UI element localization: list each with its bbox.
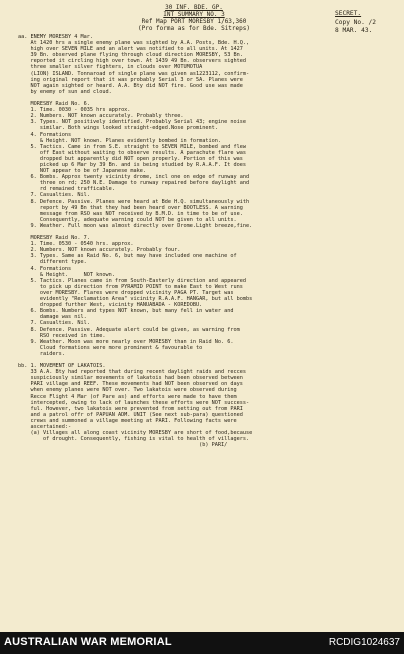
text-line: 7. Casualties. Nil.	[18, 320, 90, 327]
text-line: and a patrol offr of PAPUAN ADM. UNIT (See next sub-para) questioned	[18, 411, 243, 418]
text-line: high over SEVEN MILE and an alert was notified to all units. At 1427	[18, 46, 243, 53]
text-line: 3. Types. NOT positively identified. Probably Serial 43; engine noise	[18, 119, 246, 126]
text-line: by enemy of sun and cloud.	[18, 88, 112, 95]
archive-name: AUSTRALIAN WAR MEMORIAL	[4, 636, 172, 648]
text-line: (a) Villages all along coast vicinity MORESBY are short of food,because	[18, 430, 253, 437]
text-line: ascertained:-	[18, 424, 72, 430]
text-line: MORESBY Raid No. 6.	[18, 101, 90, 108]
text-line: 6. Bombs. Approx twenty vicinity drome, incl one on edge of runway and	[18, 174, 250, 181]
map-reference: Ref Map PORT MORESBY 1/63,360	[141, 18, 247, 25]
document-header	[18, 4, 394, 34]
text-line: damage was nil.	[18, 314, 87, 321]
archive-footer	[0, 632, 404, 654]
summary-title: INT SUMMARY NO. 3	[163, 11, 225, 18]
text-line: At 1420 hrs a single enemy plane was sighted by A.A. Posts, Bde. H.Q.,	[18, 40, 250, 47]
text-line: similar. Both wings looked straight-edged.Nose prominent.	[18, 125, 218, 132]
security-classification: SECRET.	[335, 10, 362, 17]
text-line: off East without waiting to observe results. A parachute flare was	[18, 149, 246, 156]
text-line: & Height. NOT known.	[18, 271, 115, 278]
text-line: & Height. NOT known. Planes evidently bombed in formation.	[18, 137, 222, 144]
text-line: dropped further West, vicinity HANUABADA - KOREDOBU.	[18, 302, 203, 309]
text-line: reported it circling high over town. At 1439 49 Bn. observers sighted	[18, 58, 246, 65]
text-line: (LION) ISLAND. Tonnaroad of single plane was given as1223112, confirm-	[18, 70, 250, 77]
text-line: 2. Numbers. NOT known accurately. Probably four.	[18, 247, 181, 254]
text-line: 5. Tactics. Planes came in from South-Easterly direction and appeared	[18, 277, 246, 284]
text-line: ful. However, two lakatois were prevented from setting out from PARI	[18, 405, 243, 412]
text-line: rd remained trafficable.	[18, 186, 115, 193]
text-line: Recce Flight 4 Mar (of Pare as) and efforts were made to have them	[18, 393, 237, 400]
document-date: 8 MAR. 43.	[335, 27, 373, 34]
text-line: 39 Bn. observed plane flying through cloud direction MORESBY, 53 Bn.	[18, 52, 243, 59]
text-line: to pick up direction from PYRAMID POINT to make East to West runs	[18, 283, 243, 290]
text-line: different type.	[18, 259, 87, 266]
text-line: 8. Defence. Passive. Planes were heard at Bde H.Q. simultaneously with	[18, 198, 250, 205]
document-body	[18, 4, 394, 448]
text-line: 6. Bombs. Numbers and types NOT known, but many fell in water and	[18, 308, 234, 315]
text-line: PARI village and REEF. These movements had NOT been observed on days	[18, 381, 243, 388]
text-line: of drought. Consequently, fishing is vital to health of villagers.	[18, 436, 250, 443]
text-line: 7. Casualties. Nil.	[18, 192, 90, 199]
text-line: NOT again sighted or heard. A.A. Bty did NOT fire. Good use was made	[18, 82, 243, 89]
text-line: evidently "Reclamation Area" vicinity R.A.A.F. HANGAR, but all bombs	[18, 296, 253, 303]
text-line: raiders.	[18, 350, 65, 357]
text-line: three on rd; 250 N.E. Damage to runway repaired before daylight and	[18, 180, 250, 187]
text-line: 1. Time. 0030 - 0035 hrs approx.	[18, 107, 131, 114]
text-line: 5. Tactics. Came in from S.E. straight to SEVEN MILE, bombed and flew	[18, 143, 246, 150]
record-id: RCDIG1024637	[328, 637, 400, 648]
text-line: 33 A.A. Bty had reported that during recent daylight raids and recces	[18, 369, 246, 376]
text-line: over MORESBY. Flares were dropped vicinity PAGA PT. Target was	[18, 289, 234, 296]
text-line: crews and summoned a village meeting at PARI. Following facts were	[18, 417, 237, 424]
text-line: report by 49 Bn that they had been heard over BOOTLESS. A warning	[18, 204, 243, 211]
text-line: Consequently, adequate warning could NOT be given to all units.	[18, 216, 237, 223]
text-line: 2. Numbers. NOT known accurately. Probably three.	[18, 113, 184, 120]
text-line: suspiciously similar movements of lakatois had been observed between	[18, 375, 243, 382]
text-line: dropped but apparently did NOT open properly. Portion of this was	[18, 155, 243, 162]
header-title-block	[114, 4, 274, 32]
text-line: when enemy planes were NOT over. Two lakatois were observed during	[18, 387, 237, 394]
text-line: intercepted, owing to lack of launches these efforts were NOT success-	[18, 399, 250, 406]
text-line: Cloud formations were more prominent & favourable to	[18, 344, 203, 351]
text-line: 8. Defence. Passive. Adequate alert could be given, as warning from	[18, 326, 240, 333]
unit-title: 30 INF. BDE. GP.	[165, 4, 223, 11]
text-line: bb. 1. MOVEMENT OF LAKATOIS.	[18, 363, 106, 370]
text-line: ing original report that it was probably Serial 3 or 5A. Planes were	[18, 76, 243, 83]
pro-forma-note: (Pro forma as for Bde. Sitreps)	[138, 25, 250, 32]
summary-text	[18, 34, 394, 448]
copy-number: Copy No. /2	[335, 18, 376, 26]
text-line: three smaller silver fighters, in clouds over MOTUMOTUA	[18, 64, 203, 71]
text-line: 4. Formations	[18, 265, 72, 272]
text-line: 9. Weather. Moon was more nearly over MORESBY than in Raid No. 6.	[18, 338, 234, 345]
text-line: 9. Weather. Full moon was almost directly over Drome.Light breeze,fine.	[18, 222, 253, 229]
text-line: aa. ENEMY MORESBY 4 Mar.	[18, 34, 93, 40]
text-line: RSO received in time.	[18, 332, 106, 339]
text-line: 3. Types. Same as Raid No. 6, but may have included one machine of	[18, 253, 237, 260]
text-line: (b) PARI/	[18, 442, 228, 449]
text-line: message from RSO was NOT received by B.M.D. in time to be of use.	[18, 210, 243, 217]
text-line: picked up 6 Mar by 39 Bn. and is being studied by R.A.A.F. It does	[18, 161, 246, 168]
text-line: 1. Time. 0530 - 0540 hrs. approx.	[18, 241, 134, 248]
classification-block	[335, 10, 376, 36]
text-line: 4. Formations	[18, 131, 72, 138]
text-line: NOT appear to be of Japanese make.	[18, 168, 147, 175]
text-line: MORESBY Raid No. 7.	[18, 235, 90, 242]
